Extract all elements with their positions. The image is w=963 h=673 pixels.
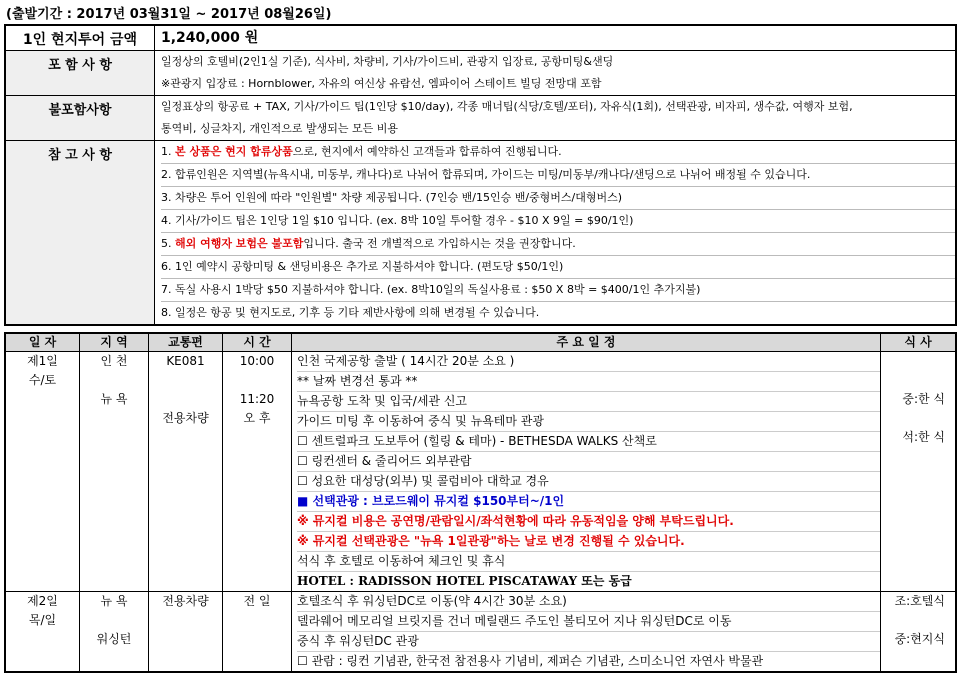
included-line: ※관광지 입장료 : Hornblower, 자유의 여신상 유람선, 엠파이어 스테이트 빌딩 전망대 포함	[161, 77, 602, 90]
reference-item: 3. 차량은 투어 인원에 따라 "인원별" 차량 제공됩니다. (7인승 밴/15인승 밴/중형버스/대형버스)	[161, 187, 955, 210]
reference-item: 4. 기사/가이드 팁은 1인당 1일 $10 입니다. (ex. 8박 10일 투어할 경우 - $10 X 9일 = $90/1인)	[161, 210, 955, 233]
schedule-line: 호텔조식 후 워싱턴DC로 이동(약 4시간 30분 소요)	[297, 592, 880, 612]
included-label: 포 함 사 항	[5, 51, 155, 96]
schedule-line: 델라웨어 메모리얼 브릿지를 건너 메릴랜드 주도인 볼티모어 지나 워싱턴DC로 이동	[297, 612, 880, 632]
transport-cell	[149, 592, 223, 673]
reference-label: 참 고 사 항	[5, 141, 155, 326]
day-cell	[5, 592, 80, 673]
header-transport: 교통편	[149, 333, 223, 352]
transport-cell	[149, 352, 223, 592]
header-date: 일 자	[5, 333, 80, 352]
schedule-line: 석식 후 호텔로 이동하여 체크인 및 휴식	[297, 552, 880, 572]
day-row	[5, 592, 956, 673]
meal	[881, 611, 955, 630]
meal	[881, 409, 955, 428]
schedule-line: ☐ 센트럴파크 도보투어 (힐링 & 테마) - BETHESDA WALKS 산책로	[297, 432, 880, 452]
schedule-cell	[292, 352, 881, 592]
header-schedule: 주 요 일 정	[292, 333, 881, 352]
hotel-line: HOTEL : RADISSON HOTEL PISCATAWAY 또는 동급	[297, 574, 632, 588]
schedule-cell	[292, 592, 881, 673]
reference-item: 7. 독실 사용시 1박당 $50 지불하셔야 합니다. (ex. 8박10일의 독실사용료 : $50 X 8박 = $400/1인 추가지불)	[161, 279, 955, 302]
header-time: 시 간	[223, 333, 292, 352]
transport	[149, 371, 222, 390]
schedule-line: ☐ 성요한 대성당(외부) 및 콜럼비아 대학교 경유	[297, 472, 880, 492]
transport: 전용차량	[162, 411, 209, 425]
included-line: 일정상의 호텔비(2인1실 기준), 식사비, 차량비, 기사/가이드비, 관광지 입장료, 공항미팅&샌딩	[161, 55, 614, 68]
region: 워싱턴	[96, 632, 132, 646]
day-row	[5, 352, 956, 592]
time: 10:00	[239, 354, 275, 368]
day-cell	[5, 352, 80, 592]
reference-list	[155, 141, 957, 326]
header-meals: 식 사	[881, 333, 957, 352]
reference-item: 6. 1인 예약시 공항미팅 & 샌딩비용은 추가로 지불하셔야 합니다. (편도당 $50/1인)	[161, 256, 955, 279]
schedule-line: ** 날짜 변경선 통과 **	[297, 372, 880, 392]
schedule-line: ☐ 관람 : 링컨 기념관, 한국전 참전용사 기념비, 제퍼슨 기념관, 스미소니언 자연사 박물관	[297, 654, 764, 668]
day-weekday: 목/일	[28, 613, 57, 627]
schedule-line: 중식 후 워싱턴DC 관광	[297, 632, 880, 652]
schedule-line: 가이드 미팅 후 이동하여 중식 및 뉴욕테마 관광	[297, 412, 880, 432]
transport	[149, 390, 222, 409]
included-list	[155, 51, 957, 96]
time-cell	[223, 352, 292, 592]
region-cell	[80, 592, 149, 673]
time: 전 일	[243, 594, 271, 608]
excluded-line: 일정표상의 항공료 + TAX, 기사/가이드 팁(1인당 $10/day), 각종 매너팁(식당/호텔/포터), 자유식(1회), 선택관광, 비자피, 생수값, 여행자 보험,	[161, 100, 853, 113]
region: 인 천	[100, 354, 128, 368]
time	[223, 371, 291, 390]
meal: 중:현지식	[894, 632, 945, 646]
transport: KE081	[166, 354, 205, 368]
reference-item: 8. 일정은 항공 및 현지도로, 기후 등 기타 제반사항에 의해 변경될 수 있습니다.	[161, 306, 540, 319]
optional-tour-line: ■ 선택관광 : 브로드웨이 뮤지컬 $150부터~/1인	[297, 492, 880, 512]
region: 뉴 욕	[100, 392, 128, 406]
reference-item: 1. 본 상품은 현지 합류상품으로, 현지에서 예약하신 고객들과 합류하여 진행됩니다.	[161, 141, 955, 164]
region: 뉴 욕	[100, 594, 128, 608]
meal-cell	[881, 352, 957, 592]
excluded-line: 통역비, 싱글차지, 개인적으로 발생되는 모든 비용	[161, 122, 398, 135]
price-label: 1인 현지투어 금액	[5, 25, 155, 51]
schedule-line: ☐ 링컨센터 & 줄리어드 외부관람	[297, 452, 880, 472]
day-number: 제2일	[27, 594, 58, 608]
time: 오 후	[243, 411, 271, 425]
transport: 전용차량	[162, 594, 209, 608]
excluded-label: 불포함사항	[5, 96, 155, 141]
musical-note: ※ 뮤지컬 비용은 공연명/관람일시/좌석현황에 따라 유동적임을 양해 부탁드립니다.	[297, 512, 880, 532]
meal: 중:한 식	[902, 392, 945, 406]
region	[80, 371, 148, 390]
day-number: 제1일	[27, 354, 58, 368]
region-cell	[80, 352, 149, 592]
time: 11:20	[239, 392, 275, 406]
itinerary-table	[4, 332, 957, 673]
day-weekday: 수/토	[28, 373, 57, 387]
schedule-line: 뉴욕공항 도착 및 입국/세관 신고	[297, 392, 880, 412]
excluded-list	[155, 96, 957, 141]
tour-info-table	[4, 24, 957, 326]
time-cell	[223, 592, 292, 673]
reference-item: 5. 해외 여행자 보험은 불포함입니다. 출국 전 개별적으로 가입하시는 것을 권장합니다.	[161, 233, 955, 256]
meal	[881, 371, 955, 390]
departure-period: (출발기간 : 2017년 03월31일 ~ 2017년 08월26일)	[6, 7, 332, 22]
header-region: 지 역	[80, 333, 149, 352]
reference-item: 2. 합류인원은 지역별(뉴욕시내, 미동부, 캐나다)로 나뉘어 합류되며, 가이드는 미팅/미동부/캐나다/샌딩으로 나뉘어 배정될 수 있습니다.	[161, 164, 955, 187]
meal	[881, 352, 955, 371]
musical-note: ※ 뮤지컬 선택관광은 "뉴욕 1일관광"하는 날로 변경 진행될 수 있습니다.	[297, 532, 880, 552]
meal-cell	[881, 592, 957, 673]
region	[80, 611, 148, 630]
meal: 조:호텔식	[894, 594, 945, 608]
meal: 석:한 식	[902, 430, 945, 444]
schedule-line: 인천 국제공항 출발 ( 14시간 20분 소요 )	[297, 352, 880, 372]
price-value: 1,240,000 원	[155, 25, 957, 51]
